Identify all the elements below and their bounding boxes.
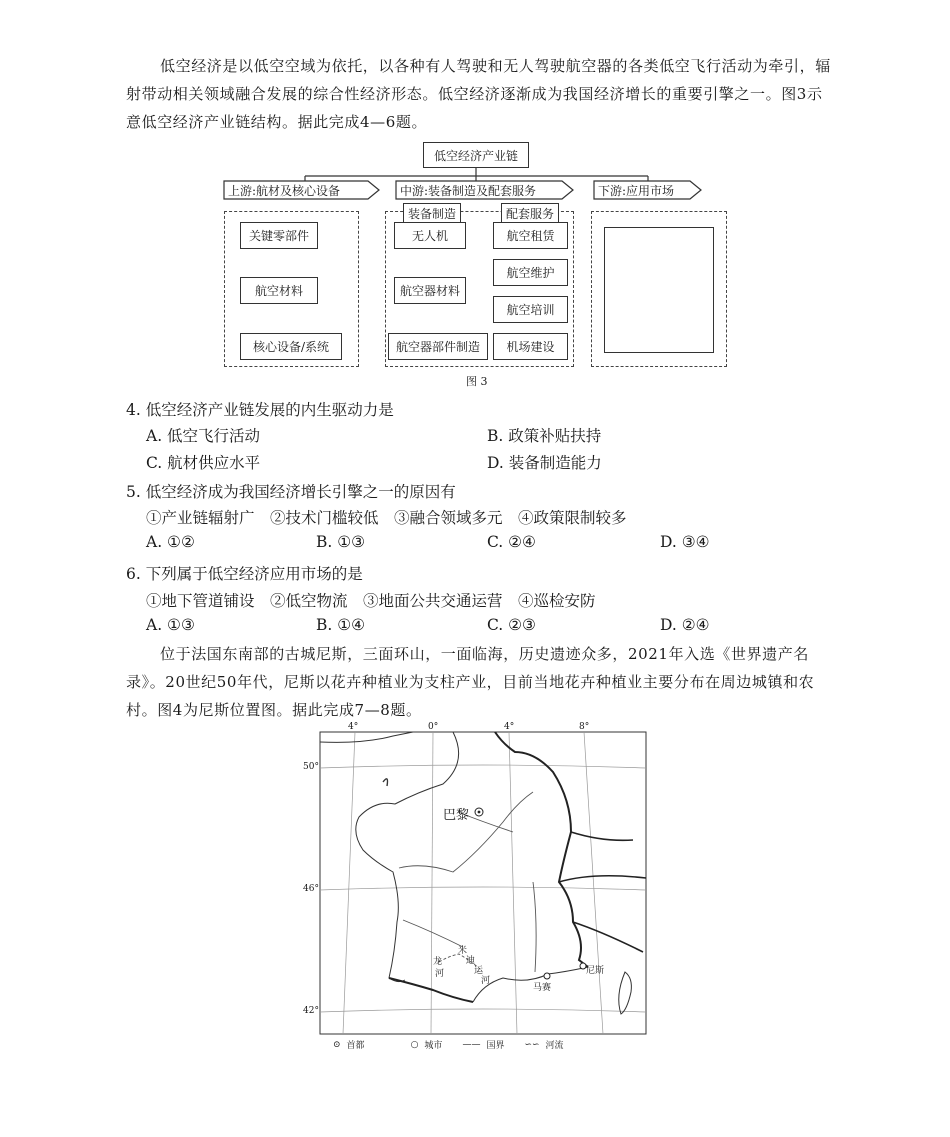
canal-label: 运 xyxy=(474,966,484,976)
q6-option-a: A. ①③ xyxy=(146,616,195,634)
capital-symbol-icon: ⊙ xyxy=(333,1039,341,1050)
mid-left-item: 无人机 xyxy=(394,222,466,249)
canal-label: 米 xyxy=(458,946,468,956)
downstream-blank-box xyxy=(604,227,714,353)
downstream-label: 下游:应用市场 xyxy=(598,184,675,198)
canal-label: 河 xyxy=(481,976,491,986)
river-symbol-icon: ∽∽ xyxy=(524,1039,540,1050)
lon-label: 4° xyxy=(348,722,359,732)
figure-4-map xyxy=(303,722,648,1052)
mid-right-item: 航空培训 xyxy=(493,296,568,323)
q5-option-d: D. ③④ xyxy=(660,533,710,551)
q6-items: ①地下管道铺设 ②低空物流 ③地面公共交通运营 ④巡检安防 xyxy=(146,592,596,610)
q6-option-c: C. ②③ xyxy=(487,616,536,634)
legend-city: 城市 xyxy=(424,1041,443,1051)
mid-left-head: 装备制造 xyxy=(403,203,461,223)
lon-label: 0° xyxy=(428,722,439,732)
lon-label: 4° xyxy=(504,722,515,732)
up-item: 航空材料 xyxy=(240,277,318,304)
mid-left-item: 航空器材料 xyxy=(394,277,466,304)
paris-label: 巴黎 xyxy=(443,808,470,823)
q5-option-c: C. ②④ xyxy=(487,533,536,551)
mid-right-head: 配套服务 xyxy=(501,203,559,223)
q6-stem: 6. 下列属于低空经济应用市场的是 xyxy=(126,565,363,583)
lat-label: 50° xyxy=(303,762,319,772)
nice-label: 尼斯 xyxy=(586,966,605,976)
mid-right-item: 机场建设 xyxy=(493,333,568,360)
intro-paragraph-1: 低空经济是以低空空域为依托，以各种有人驾驶和无人驾驶航空器的各类低空飞行活动为牵引，辐射带动相关领域融合发展的综合性经济形态。低空经济逐渐成为我国经济增长的重要引擎之一。图3示意低空经济产业链结构。据此完成4—6题。 xyxy=(126,57,831,131)
q4-option-b: B. 政策补贴扶持 xyxy=(487,427,602,445)
up-item: 关键零部件 xyxy=(240,222,318,249)
chain-root: 低空经济产业链 xyxy=(423,142,529,168)
lat-label: 46° xyxy=(303,884,319,894)
river-label: 河 xyxy=(435,969,445,979)
mid-left-item: 航空器部件制造 xyxy=(388,333,488,360)
q4-option-a: A. 低空飞行活动 xyxy=(146,427,261,445)
q6-option-d: D. ②④ xyxy=(660,616,710,634)
city-symbol-icon: ○ xyxy=(410,1039,419,1050)
legend-river: 河流 xyxy=(545,1041,564,1051)
map-legend xyxy=(333,1038,564,1051)
q5-items: ①产业链辐射广 ②技术门槛较低 ③融合领域多元 ④政策限制较多 xyxy=(146,509,627,527)
q4-stem: 4. 低空经济产业链发展的内生驱动力是 xyxy=(126,401,394,419)
legend-capital: 首都 xyxy=(346,1041,365,1051)
legend-border: 国界 xyxy=(486,1041,505,1051)
q4-option-d: D. 装备制造能力 xyxy=(487,454,602,472)
border-symbol-icon: —— xyxy=(462,1039,481,1050)
lon-label: 8° xyxy=(579,722,590,732)
canal-label: 迪 xyxy=(466,956,476,966)
marseille-label: 马赛 xyxy=(533,983,552,993)
river-label: 龙 xyxy=(433,957,443,967)
q6-option-b: B. ①④ xyxy=(316,616,366,634)
intro-paragraph-2: 位于法国东南部的古城尼斯，三面环山，一面临海，历史遗迹众多，2021年入选《世界遗产名录》。20世纪50年代，尼斯以花卉种植业为支柱产业，目前当地花卉种植业主要分布在周边城镇和农村。图4为尼斯位置图。据此完成7—8题。 xyxy=(126,645,815,719)
mid-right-item: 航空租赁 xyxy=(493,222,568,249)
figure-3-caption: 图 3 xyxy=(466,375,488,388)
lat-label: 42° xyxy=(303,1006,319,1016)
q4-option-c: C. 航材供应水平 xyxy=(146,454,261,472)
mid-right-item: 航空维护 xyxy=(493,259,568,286)
q5-option-a: A. ①② xyxy=(146,533,195,551)
q5-stem: 5. 低空经济成为我国经济增长引擎之一的原因有 xyxy=(126,483,456,501)
q5-option-b: B. ①③ xyxy=(316,533,366,551)
map-drawing xyxy=(303,722,648,1052)
up-item: 核心设备/系统 xyxy=(240,333,342,360)
upstream-label: 上游:航材及核心设备 xyxy=(228,184,341,198)
midstream-label: 中游:装备制造及配套服务 xyxy=(400,184,537,198)
